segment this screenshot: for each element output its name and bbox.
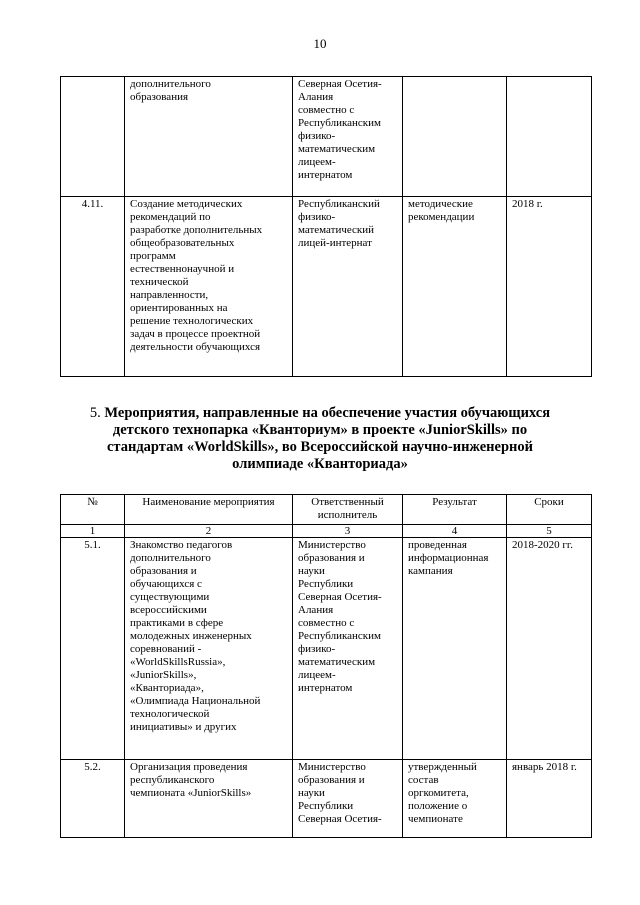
result: утвержденный состав оргкомитета, положение о чемпионате (403, 760, 507, 838)
header-number: № (61, 495, 125, 525)
responsible-executor: Министерство образования и науки Республики Северная Осетия- (293, 760, 403, 838)
deadline (507, 77, 592, 197)
header-activity-name: Наименование мероприятия (125, 495, 293, 525)
header-result: Результат (403, 495, 507, 525)
row-number: 4.11. (61, 197, 125, 377)
row-number: 5.2. (61, 760, 125, 838)
row-number (61, 77, 125, 197)
activity-name: дополнительного образования (125, 77, 293, 197)
column-index: 1 (61, 525, 125, 538)
responsible-executor: Республиканский физико- математический лицей-интернат (293, 197, 403, 377)
result: методические рекомендации (403, 197, 507, 377)
table-header-row (61, 495, 592, 525)
section-number: 5. (89, 405, 101, 421)
table-row (61, 197, 592, 377)
deadline: 2018 г. (507, 197, 592, 377)
column-index: 3 (293, 525, 403, 538)
row-number: 5.1. (61, 538, 125, 760)
activity-name: Знакомство педагогов дополнительного образования и обучающихся с существующими всероссийскими практиками в сфере молодежных инженерных соревнований - «WorldSkillsRussia», «JuniorSkills», «Кванториада», «Олимпиада Национальной технологической инициативы» и других (125, 538, 293, 760)
header-deadline: Сроки (507, 495, 592, 525)
column-index-row (61, 525, 592, 538)
table-row (61, 538, 592, 760)
result: проведенная информационная кампания (403, 538, 507, 760)
activities-table-continued (60, 76, 592, 377)
deadline: январь 2018 г. (507, 760, 592, 838)
section-heading (82, 405, 558, 473)
header-executor: Ответственный исполнитель (293, 495, 403, 525)
deadline: 2018-2020 гг. (507, 538, 592, 760)
table-row (61, 760, 592, 838)
page-number: 10 (313, 36, 327, 51)
responsible-executor: Северная Осетия- Алания совместно с Республиканским физико- математическим лицеем- интернатом (293, 77, 403, 197)
responsible-executor: Министерство образования и науки Республики Северная Осетия- Алания совместно с Республиканским физико- математическим лицеем- интернатом (293, 538, 403, 760)
column-index: 5 (507, 525, 592, 538)
column-index: 4 (403, 525, 507, 538)
section-title: Мероприятия, направленные на обеспечение участия обучающихся детского технопарка «Кванториум» в проекте «JuniorSkills» по стандартам «WorldSkills», во Всероссийской научно-инженерной олимпиаде «Кванториада» (104, 405, 551, 472)
activity-name: Организация проведения республиканского чемпионата «JuniorSkills» (125, 760, 293, 838)
table-row (61, 77, 592, 197)
activity-name: Создание методических рекомендаций по разработке дополнительных общеобразовательных программ естественнонаучной и технической направленности, ориентированных на решение технологических задач в процессе проектной деятельности обучающихся (125, 197, 293, 377)
activities-table (60, 494, 592, 838)
result (403, 77, 507, 197)
column-index: 2 (125, 525, 293, 538)
